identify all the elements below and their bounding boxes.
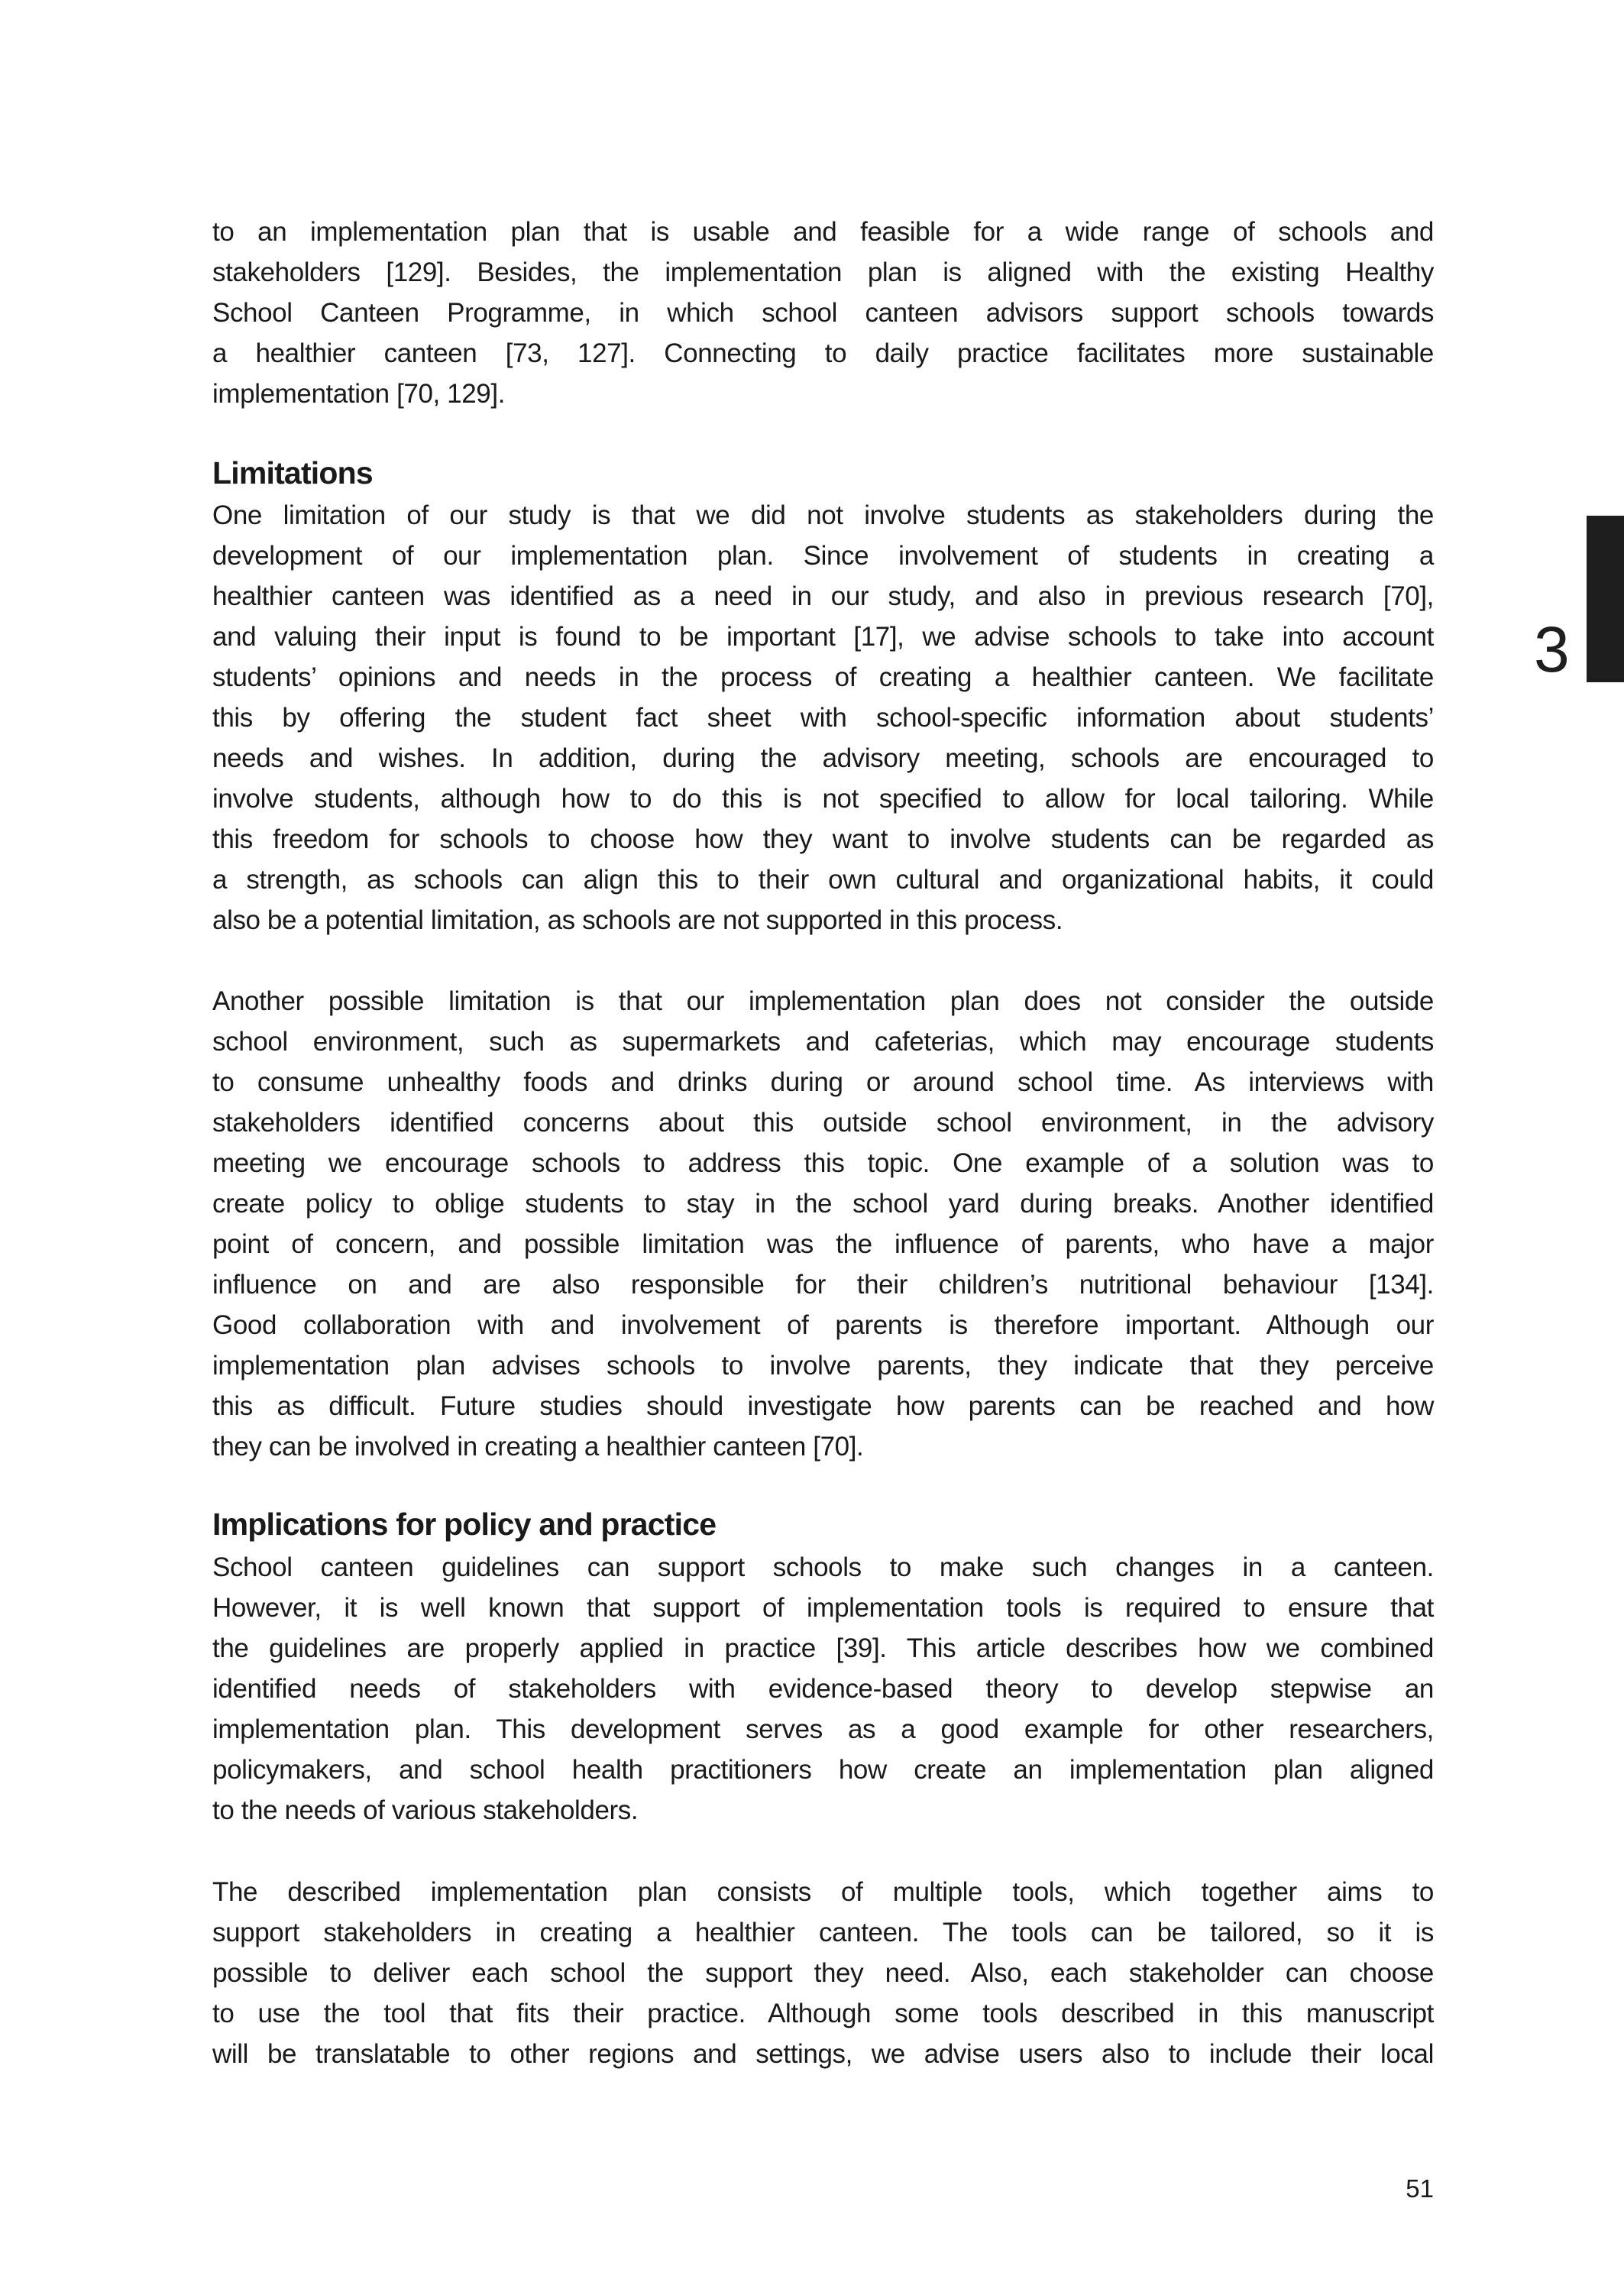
text-line: to use the tool that fits their practice. Although some tools described in this manuscript xyxy=(212,1999,1434,2028)
text-line: a healthier canteen [73, 127]. Connecting to daily practice facilitates more sustainable xyxy=(212,338,1434,368)
text-line: point of concern, and possible limitation was the influence of parents, who have a major xyxy=(212,1229,1434,1259)
text-line: a strength, as schools can align this to their own cultural and organizational habits, it could xyxy=(212,865,1434,895)
text-line: stakeholders identified concerns about this outside school environment, in the advisory xyxy=(212,1108,1434,1138)
text-line: The described implementation plan consists of multiple tools, which together aims to xyxy=(212,1877,1434,1907)
text-line: School Canteen Programme, in which school canteen advisors support schools towards xyxy=(212,298,1434,328)
text-line: However, it is well known that support of implementation tools is required to ensure that xyxy=(212,1593,1434,1623)
text-line: will be translatable to other regions and settings, we advise users also to include their local xyxy=(212,2039,1434,2069)
text-line: the guidelines are properly applied in practice [39]. This article describes how we combined xyxy=(212,1633,1434,1663)
text-line: support stakeholders in creating a healthier canteen. The tools can be tailored, so it is xyxy=(212,1918,1434,1947)
text-line: involve students, although how to do this is not specified to allow for local tailoring. While xyxy=(212,784,1434,814)
text-line: to the needs of various stakeholders. xyxy=(212,1795,639,1825)
text-line: and valuing their input is found to be important [17], we advise schools to take into account xyxy=(212,622,1434,652)
heading-implications: Implications for policy and practice xyxy=(212,1507,717,1542)
text-line: implementation plan advises schools to involve parents, they indicate that they perceive xyxy=(212,1351,1434,1381)
text-line: School canteen guidelines can support schools to make such changes in a canteen. xyxy=(212,1552,1434,1582)
text-line: healthier canteen was identified as a need in our study, and also in previous research [70], xyxy=(212,581,1434,611)
text-line: possible to deliver each school the support they need. Also, each stakeholder can choose xyxy=(212,1958,1434,1988)
text-line: also be a potential limitation, as schools are not supported in this process. xyxy=(212,905,1063,935)
text-line: needs and wishes. In addition, during the advisory meeting, schools are encouraged to xyxy=(212,743,1434,773)
text-line: Good collaboration with and involvement of parents is therefore important. Although our xyxy=(212,1310,1434,1340)
paragraph-limitation-environment xyxy=(212,981,1434,1467)
text-line: this by offering the student fact sheet with school-specific information about students’ xyxy=(212,703,1434,733)
text-line: policymakers, and school health practitioners how create an implementation plan aligned xyxy=(212,1755,1434,1785)
text-line: meeting we encourage schools to address this topic. One example of a solution was to xyxy=(212,1148,1434,1178)
paragraph-implementation-tools xyxy=(212,1872,1434,2074)
text-line: this as difficult. Future studies should investigate how parents can be reached and how xyxy=(212,1391,1434,1421)
heading-limitations: Limitations xyxy=(212,455,373,490)
text-line: development of our implementation plan. Since involvement of students in creating a xyxy=(212,541,1434,571)
text-line: Another possible limitation is that our implementation plan does not consider the outside xyxy=(212,986,1434,1016)
text-line: to consume unhealthy foods and drinks during or around school time. As interviews with xyxy=(212,1067,1434,1097)
paragraph-intro xyxy=(212,212,1434,414)
text-line: school environment, such as supermarkets and cafeterias, which may encourage students xyxy=(212,1027,1434,1057)
text-line: students’ opinions and needs in the process of creating a healthier canteen. We facilitate xyxy=(212,662,1434,692)
text-line: to an implementation plan that is usable and feasible for a wide range of schools and xyxy=(212,217,1434,247)
chapter-number: 3 xyxy=(1534,613,1570,685)
text-line: identified needs of stakeholders with evidence-based theory to develop stepwise an xyxy=(212,1674,1434,1704)
text-line: they can be involved in creating a healthier canteen [70]. xyxy=(212,1432,864,1462)
paragraph-limitation-students xyxy=(212,495,1434,940)
text-line: implementation [70, 129]. xyxy=(212,379,506,409)
text-line: influence on and are also responsible for their children’s nutritional behaviour [134]. xyxy=(212,1270,1434,1300)
text-line: implementation plan. This development serves as a good example for other researchers, xyxy=(212,1714,1434,1744)
paragraph-implications xyxy=(212,1547,1434,1831)
text-line: this freedom for schools to choose how they want to involve students can be regarded as xyxy=(212,824,1434,854)
text-line: One limitation of our study is that we did not involve students as stakeholders during the xyxy=(212,500,1434,530)
text-line: stakeholders [129]. Besides, the implementation plan is aligned with the existing Healthy xyxy=(212,257,1434,287)
chapter-tab-marker xyxy=(1587,516,1624,682)
page-number: 51 xyxy=(1406,2174,1434,2203)
text-line: create policy to oblige students to stay in the school yard during breaks. Another identified xyxy=(212,1189,1434,1219)
